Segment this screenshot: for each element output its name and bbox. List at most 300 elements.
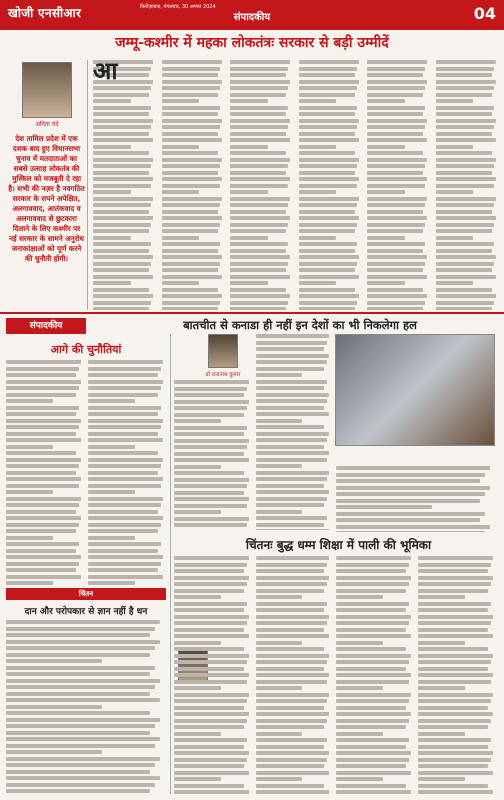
bottom-headline: चिंतनः बुद्ध धम्म शिक्षा में पाली की भूमिका: [245, 538, 432, 552]
left-headline: आगे की चुनौतियां: [50, 343, 122, 356]
text-line: [174, 751, 249, 755]
text-line: [336, 719, 409, 723]
text-line: [88, 555, 163, 559]
text-line: [256, 464, 302, 468]
text-line: [418, 673, 493, 677]
text-line: [256, 777, 302, 781]
text-line: [336, 712, 411, 716]
text-line: [6, 770, 150, 774]
text-line: [367, 106, 425, 110]
text-line: [418, 706, 488, 710]
text-line: [436, 307, 492, 310]
text-line: [299, 281, 337, 285]
text-line: [336, 647, 406, 651]
text-line: [6, 679, 160, 683]
text-line: [299, 67, 357, 71]
text-line: [436, 145, 474, 149]
text-line: [299, 171, 355, 175]
text-line: [436, 164, 494, 168]
text-line: [336, 738, 409, 742]
text-line: [93, 197, 153, 201]
text-line: [336, 641, 383, 645]
text-line: [6, 633, 150, 637]
text-line: [256, 490, 329, 494]
text-line: [162, 177, 222, 181]
columnist-name: डॉ राजनाथ कुमार: [205, 372, 241, 378]
text-line: [230, 184, 288, 188]
left-bottom-label: चिंतन: [6, 588, 166, 600]
text-line: [6, 484, 79, 488]
text-line: [93, 275, 153, 279]
text-line: [174, 680, 247, 684]
text-line: [256, 706, 324, 710]
section-divider: [0, 312, 504, 314]
text-line: [256, 667, 324, 671]
text-line: [436, 151, 492, 155]
text-line: [299, 307, 355, 310]
text-line: [230, 223, 288, 227]
text-line: [367, 164, 425, 168]
text-line: [299, 255, 359, 259]
text-line: [93, 151, 149, 155]
text-line: [6, 406, 79, 410]
text-line: [88, 542, 161, 546]
text-line: [367, 197, 427, 201]
text-line: [230, 112, 286, 116]
bottom-article-col: [418, 556, 496, 796]
text-line: [256, 712, 329, 716]
text-line: [367, 132, 423, 136]
text-line: [230, 236, 268, 240]
text-line: [88, 503, 161, 507]
text-line: [256, 589, 324, 593]
text-line: [230, 158, 290, 162]
text-line: [6, 562, 79, 566]
text-line: [174, 602, 247, 606]
text-line: [367, 255, 427, 259]
text-line: [174, 380, 249, 384]
text-line: [174, 706, 244, 710]
text-line: [299, 184, 357, 188]
text-line: [256, 477, 327, 481]
text-line: [367, 249, 423, 253]
text-line: [336, 582, 409, 586]
text-line: [436, 242, 494, 246]
text-line: [174, 719, 247, 723]
text-line: [336, 525, 490, 529]
text-line: [299, 301, 357, 305]
text-line: [174, 484, 247, 488]
text-line: [256, 406, 324, 410]
text-line: [162, 184, 220, 188]
text-line: [6, 360, 81, 364]
text-line: [336, 732, 383, 736]
text-line: [418, 654, 493, 658]
text-line: [93, 99, 131, 103]
text-line: [174, 589, 244, 593]
text-line: [88, 484, 161, 488]
text-line: [299, 262, 357, 266]
text-line: [367, 145, 405, 149]
article-column: [436, 60, 499, 310]
text-line: [299, 249, 355, 253]
text-line: [418, 784, 488, 788]
text-line: [6, 477, 81, 481]
brand-title: खोजी एनसीआर: [8, 6, 82, 20]
text-line: [6, 568, 76, 572]
text-line: [6, 523, 79, 527]
text-line: [174, 563, 247, 567]
text-line: [418, 732, 465, 736]
text-line: [174, 504, 247, 508]
text-line: [299, 132, 355, 136]
text-line: [336, 615, 411, 619]
text-line: [93, 307, 149, 310]
text-line: [174, 491, 244, 495]
text-line: [162, 158, 222, 162]
text-line: [88, 432, 158, 436]
text-line: [174, 628, 244, 632]
text-line: [162, 203, 220, 207]
text-line: [299, 158, 359, 162]
bottom-article-col: [174, 556, 252, 796]
text-line: [436, 281, 474, 285]
text-line: [174, 784, 244, 788]
text-line: [299, 138, 359, 142]
text-line: [367, 125, 425, 129]
text-line: [230, 249, 286, 253]
text-line: [174, 452, 244, 456]
text-line: [230, 255, 290, 259]
text-line: [6, 698, 160, 702]
text-line: [256, 628, 324, 632]
text-line: [6, 471, 76, 475]
text-line: [256, 771, 329, 775]
text-line: [256, 445, 324, 449]
text-line: [93, 93, 149, 97]
text-line: [162, 255, 222, 259]
text-line: [162, 125, 220, 129]
text-line: [299, 151, 355, 155]
text-line: [299, 164, 357, 168]
text-line: [174, 615, 249, 619]
text-line: [336, 563, 409, 567]
text-line: [174, 667, 244, 671]
text-line: [6, 490, 53, 494]
text-line: [436, 262, 494, 266]
text-line: [162, 132, 218, 136]
text-line: [93, 216, 153, 220]
text-line: [436, 67, 494, 71]
text-line: [174, 745, 244, 749]
text-line: [6, 412, 76, 416]
text-line: [174, 595, 221, 599]
text-line: [256, 680, 327, 684]
text-line: [256, 360, 327, 364]
text-line: [367, 171, 423, 175]
text-line: [230, 73, 286, 77]
text-line: [436, 229, 492, 233]
text-line: [256, 725, 324, 729]
text-line: [256, 693, 329, 697]
mid-article-col: [174, 380, 252, 530]
text-line: [162, 190, 200, 194]
text-line: [418, 771, 493, 775]
text-line: [418, 660, 491, 664]
text-line: [174, 712, 249, 716]
text-line: [256, 367, 324, 371]
text-line: [6, 737, 160, 741]
text-line: [336, 686, 383, 690]
text-line: [367, 236, 405, 240]
text-line: [174, 497, 249, 501]
text-line: [88, 438, 163, 442]
text-line: [162, 249, 218, 253]
text-line: [93, 164, 151, 168]
text-line: [230, 210, 286, 214]
text-line: [174, 764, 244, 768]
text-line: [299, 112, 355, 116]
text-line: [299, 73, 355, 77]
text-line: [256, 347, 324, 351]
text-line: [162, 112, 218, 116]
text-line: [6, 757, 160, 761]
text-line: [256, 738, 327, 742]
text-line: [174, 576, 249, 580]
text-line: [162, 236, 200, 240]
text-line: [6, 659, 102, 663]
text-line: [93, 106, 151, 110]
text-line: [436, 112, 492, 116]
text-line: [88, 523, 161, 527]
text-line: [336, 505, 432, 509]
text-line: [88, 516, 163, 520]
text-line: [174, 406, 247, 410]
text-line: [230, 151, 286, 155]
text-line: [336, 602, 409, 606]
text-line: [88, 529, 158, 533]
text-line: [256, 686, 302, 690]
text-line: [256, 432, 329, 436]
text-line: [336, 673, 411, 677]
text-line: [436, 132, 492, 136]
text-line: [256, 471, 329, 475]
text-line: [88, 393, 158, 397]
text-line: [367, 307, 423, 310]
text-line: [367, 93, 423, 97]
text-line: [436, 255, 496, 259]
text-line: [93, 171, 149, 175]
text-line: [256, 719, 327, 723]
text-line: [93, 249, 149, 253]
text-line: [174, 445, 247, 449]
text-line: [418, 738, 491, 742]
text-line: [436, 275, 496, 279]
text-line: [418, 667, 488, 671]
text-line: [174, 458, 249, 462]
text-line: [93, 119, 153, 123]
text-line: [256, 641, 302, 645]
text-line: [436, 197, 496, 201]
text-line: [336, 680, 409, 684]
text-line: [93, 255, 153, 259]
text-line: [256, 386, 324, 390]
text-line: [256, 660, 327, 664]
text-line: [299, 275, 359, 279]
text-line: [88, 477, 163, 481]
text-line: [418, 556, 493, 560]
left-bottom-article: [6, 620, 166, 795]
text-line: [256, 647, 324, 651]
text-line: [162, 294, 222, 298]
text-line: [230, 177, 290, 181]
text-line: [6, 646, 155, 650]
text-line: [174, 413, 244, 417]
column-rule: [170, 334, 171, 794]
text-line: [367, 281, 405, 285]
text-line: [418, 712, 493, 716]
drop-cap: आ: [93, 60, 118, 85]
author-photo: [22, 62, 72, 118]
text-line: [256, 764, 324, 768]
text-line: [88, 360, 163, 364]
text-line: [367, 301, 425, 305]
text-line: [6, 425, 79, 429]
text-line: [174, 582, 247, 586]
text-line: [6, 510, 76, 514]
text-line: [256, 393, 329, 397]
text-line: [174, 426, 247, 430]
text-line: [367, 60, 427, 64]
text-line: [299, 106, 357, 110]
text-line: [162, 80, 222, 84]
text-line: [6, 789, 150, 793]
text-line: [256, 673, 329, 677]
text-line: [367, 177, 427, 181]
text-line: [418, 563, 491, 567]
text-line: [174, 790, 249, 794]
text-line: [88, 575, 163, 579]
text-line: [93, 229, 149, 233]
text-line: [6, 373, 76, 377]
text-line: [336, 777, 383, 781]
text-line: [93, 158, 153, 162]
text-line: [174, 693, 249, 697]
text-line: [436, 171, 492, 175]
text-line: [174, 732, 221, 736]
text-line: [299, 145, 337, 149]
text-line: [88, 464, 161, 468]
text-line: [174, 523, 247, 527]
text-line: [6, 731, 150, 735]
text-line: [367, 275, 427, 279]
text-line: [436, 138, 496, 142]
text-line: [6, 458, 81, 462]
text-line: [174, 738, 247, 742]
right-article: [336, 466, 496, 532]
text-line: [162, 93, 218, 97]
text-line: [93, 125, 151, 129]
text-line: [256, 458, 327, 462]
text-line: [418, 790, 493, 794]
text-line: [418, 745, 488, 749]
text-line: [256, 516, 327, 520]
text-line: [88, 581, 135, 585]
text-line: [162, 275, 222, 279]
text-line: [256, 451, 329, 455]
text-line: [162, 73, 218, 77]
text-line: [299, 203, 357, 207]
text-line: [418, 576, 493, 580]
text-line: [230, 119, 290, 123]
text-line: [336, 634, 411, 638]
text-line: [256, 784, 324, 788]
text-line: [93, 301, 151, 305]
text-line: [336, 693, 411, 697]
text-line: [174, 777, 221, 781]
text-line: [436, 86, 494, 90]
text-line: [174, 641, 221, 645]
text-line: [88, 458, 163, 462]
text-line: [88, 471, 158, 475]
text-line: [6, 581, 53, 585]
text-line: [174, 758, 247, 762]
left-article-col: [6, 360, 84, 586]
text-line: [299, 268, 355, 272]
text-line: [230, 132, 286, 136]
text-line: [6, 653, 150, 657]
text-line: [336, 706, 406, 710]
text-line: [174, 387, 247, 391]
text-line: [230, 190, 268, 194]
text-line: [230, 138, 290, 142]
text-line: [88, 373, 158, 377]
text-line: [6, 627, 155, 631]
text-line: [162, 268, 218, 272]
text-line: [88, 568, 158, 572]
text-line: [230, 301, 288, 305]
text-line: [230, 262, 288, 266]
text-line: [256, 615, 329, 619]
meeting-photo: [335, 334, 495, 446]
text-line: [418, 751, 493, 755]
text-line: [174, 621, 247, 625]
text-line: [256, 484, 324, 488]
text-line: [174, 400, 249, 404]
text-line: [174, 393, 244, 397]
text-line: [93, 177, 153, 181]
text-line: [6, 744, 155, 748]
text-line: [174, 660, 247, 664]
text-line: [436, 210, 492, 214]
text-line: [88, 406, 161, 410]
text-line: [256, 412, 329, 416]
text-line: [336, 466, 490, 470]
main-headline: जम्मू-कश्मीर में महका लोकतंत्रः सरकार से बड़ी उम्मीदें: [115, 35, 389, 51]
text-line: [230, 80, 290, 84]
text-line: [93, 86, 151, 90]
text-line: [336, 745, 406, 749]
bottom-article-col: [256, 556, 332, 796]
text-line: [418, 602, 491, 606]
text-line: [88, 497, 163, 501]
text-line: [230, 268, 286, 272]
text-line: [299, 86, 357, 90]
text-line: [88, 386, 161, 390]
text-line: [162, 60, 222, 64]
text-line: [93, 242, 151, 246]
text-line: [418, 621, 491, 625]
